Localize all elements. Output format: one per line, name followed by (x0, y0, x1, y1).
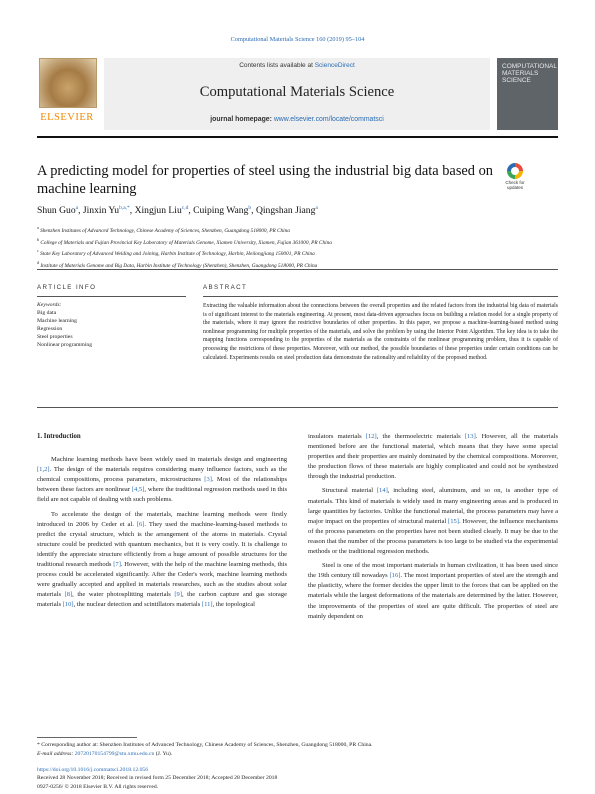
elsevier-tree-icon (39, 58, 97, 108)
keyword: Nonlinear programming (37, 341, 93, 348)
journal-reference[interactable]: Computational Materials Science 160 (2019) 95–104 (230, 36, 365, 43)
corresponding-author-note: * Corresponding author at: Shenzhen Institutes of Advanced Technology, Chinese Academy of Sciences, Shenzhen, Guangdong 518000, PR China. (37, 742, 373, 748)
citation-link[interactable]: [14] (376, 487, 388, 495)
publisher-name: ELSEVIER (40, 112, 94, 123)
journal-cover-thumbnail (497, 58, 558, 130)
cover-title: COMPUTATIONAL MATERIALS SCIENCE (502, 63, 557, 84)
article-title: A predicting model for properties of steel using the industrial big data based on machine learning (37, 163, 493, 197)
citation-link[interactable]: [1,2] (37, 466, 50, 474)
keyword: Big data (37, 309, 57, 316)
copyright: 0927-0256/ © 2018 Elsevier B.V. All rights reserved. (37, 783, 159, 790)
affiliation-item: $^b$ College of Materials and Fujian Provincial Key Laboratory of Materials Genome, Xiamen University, Xiamen, Fujian 361000, PR China (37, 236, 332, 246)
citation-link[interactable]: [16] (389, 572, 401, 580)
article-info-heading: ARTICLE INFO (37, 284, 97, 291)
contents-line: Contents lists available at ScienceDirect (239, 62, 355, 69)
paragraph: Machine learning methods have been widely used in materials design and engineering [1,2]. The design of the materials requires considering many influence factors, such as the chemical compositions, process parameters, microstructures [3]. Most of the relationships between these factors are nonlinear [4,5], where the traditional regression methods used in this field are not capable of dealing with such problems. (37, 456, 288, 504)
author-name[interactable]: Jinxin Yu (82, 205, 120, 217)
citation-link[interactable]: [6] (136, 520, 145, 528)
paragraph: Steel is one of the most important materials in human civilization, it has been used since the 19th century till nowadays [16]. The most important properties of steel are the strength and the plasticity, where the former decides the upper limit to the forces that can be applied on the materials while the largest deformations of the materials are determined by the latter. However, the improvements of the properties of steel are quite difficult. The properties of steel are mainly dependent on (308, 562, 558, 620)
check-for-updates-badge[interactable] (500, 163, 530, 197)
paragraph: Structural material [14], including steel, aluminum, and so on, is another type of materials. This kind of materials is widely used in many engineering areas and is produced in large quantities by factories. Unlike the functional material, the process parameters may have a major impact on the properties of structural material [15]. However, the influence mechanisms of the process parameters on the properties have not been studied clearly. It may be due to the reason that the number of the process parameters is too large to be studied via the experimental methods or the traditional regression methods. (308, 487, 558, 556)
paragraph: insulators materials [12], the thermoelectric materials [13]. However, all the materials mentioned before are the functional material, which means that they have some special properties and their properties are mainly dominated by the chemical compositions. Moreover, the production flows of these materials are highly complicated and could not be synthesized through the industrial production. (308, 433, 558, 481)
divider (37, 269, 558, 270)
check-for-updates-label: Check for updates (505, 180, 525, 190)
citation-link[interactable]: [15] (448, 517, 459, 525)
keywords-block (37, 302, 187, 349)
section-heading: 1. Introduction (37, 433, 81, 440)
citation-link[interactable]: [10] (62, 601, 74, 609)
journal-title: Computational Materials Science (199, 84, 395, 100)
header-rule (37, 136, 558, 138)
citation-link[interactable]: [9] (174, 591, 183, 599)
footnote-rule (37, 737, 137, 738)
footnote (37, 741, 558, 759)
citation-link[interactable]: [11] (201, 601, 213, 609)
affiliations (37, 224, 517, 270)
paragraph: To accelerate the design of the materials, machine learning methods were firstly introduced in 2006 by Ceder et al. [6]. They used the machine-learning-based methods to predict the crystal structure, which is the arrangement of the atoms in materials. Crystal structure could be predicted with quantum mechanics, but it is very costly. It is challenge to identify the appreciate structure efficiently from a huge amount of possible structures for the traditional research methods [7]. However, with the help of the machine learning methods, this process could be accelerated significantly. After the Ceder's work, machine learning methods were gradually accepted and applied in materials researches, such as the studies about solar materials [8], the water photosplitting materials [9], the carbon capture and gas storage materials [10], the nuclear detection and scintillators materials [11], the topological (37, 510, 287, 609)
author-name[interactable]: Shun Guo (37, 205, 76, 217)
keywords-label: Keywords: (37, 302, 62, 308)
affiliation-item: $^c$ State Key Laboratory of Advanced Welding and Joining, Harbin Institute of Technology, Harbin, Heilongjiang 150001, PR China (37, 248, 315, 257)
citation-link[interactable]: [4,5] (131, 486, 145, 494)
citation-link[interactable]: [7] (113, 561, 121, 569)
citation-link[interactable]: [3] (204, 476, 212, 484)
divider (37, 407, 558, 408)
check-for-updates-icon (507, 163, 523, 179)
keyword: Machine learning (37, 317, 77, 324)
abstract-text: Extracting the valuable information about the connections between the overall properties and the related factors from the industrial big data of materials is of significant interest to the materials engineering. At present, most data-driven approaches focus on building a relation model for a single property of the materials, where it may ignore the restrictive boundaries of other properties. In this paper, we propose a machine-learning-based method using nonlinear programming for multiple properties of the materials, and solve the problem by using the Interior Point Algorithm. The key idea is to take the mapping functions corresponding to the properties of the materials as the constraints of the nonlinear programming problem, thus it is capable of processing the restrictions of these properties. Moreover, with our method, the possible boundaries of these properties under certain conditions can be calculated. Experiments results on steel production data demonstrate the rationality and reliability of the proposed method. (203, 303, 558, 361)
sciencedirect-link[interactable]: ScienceDirect (314, 62, 355, 69)
citation-link[interactable]: [8] (64, 591, 73, 599)
divider (203, 296, 558, 297)
email-line: E-mail address: 20720170154799@stu.xmu.edu.cn (J. Yu). (37, 751, 173, 757)
divider (37, 296, 186, 297)
author-name[interactable]: Xingjun Liu (134, 205, 182, 217)
keyword: Regression (37, 325, 63, 332)
author-list: Shun Guo$^a$, Jinxin $Yu^{b,a,*}$, Xingjun Liu$^{c,d}$, Cuiping Wang$^b$, Qingshan Jiang$^a$ (37, 205, 318, 217)
doi-link[interactable]: https://doi.org/10.1016/j.commatsci.2018.12.056 (37, 767, 149, 773)
received-dates: Received 28 November 2018; Received in revised form 25 December 2018; Accepted 28 December 2018 (37, 775, 278, 782)
article-footer (37, 766, 558, 791)
body-column-left (37, 432, 287, 611)
author-name[interactable]: Qingshan Jiang (255, 205, 316, 217)
citation-link[interactable]: [13] (464, 433, 476, 440)
email-link[interactable]: 20720170154799@stu.xmu.edu.cn (74, 751, 155, 757)
body-column-right (308, 432, 558, 622)
affiliation-item: $^d$ Institute of Materials Genome and Big Data, Harbin Institute of Technology (Shenzhen), Shenzhen, Guangdong 518000, PR China (37, 259, 318, 269)
keyword: Steel properties (37, 333, 73, 340)
author-name[interactable]: Cuiping Wang (193, 205, 249, 217)
journal-homepage: journal homepage: www.elsevier.com/locate/commatsci (210, 116, 384, 123)
citation-link[interactable]: [12] (365, 433, 377, 440)
abstract-heading: ABSTRACT (203, 284, 248, 291)
elsevier-logo (37, 58, 97, 126)
affiliation-item: $^a$ Shenzhen Institutes of Advanced Technology, Chinese Academy of Sciences, Shenzhen, Guangdong 518000, PR China (37, 225, 290, 234)
homepage-link[interactable]: www.elsevier.com/locate/commatsci (273, 116, 384, 123)
